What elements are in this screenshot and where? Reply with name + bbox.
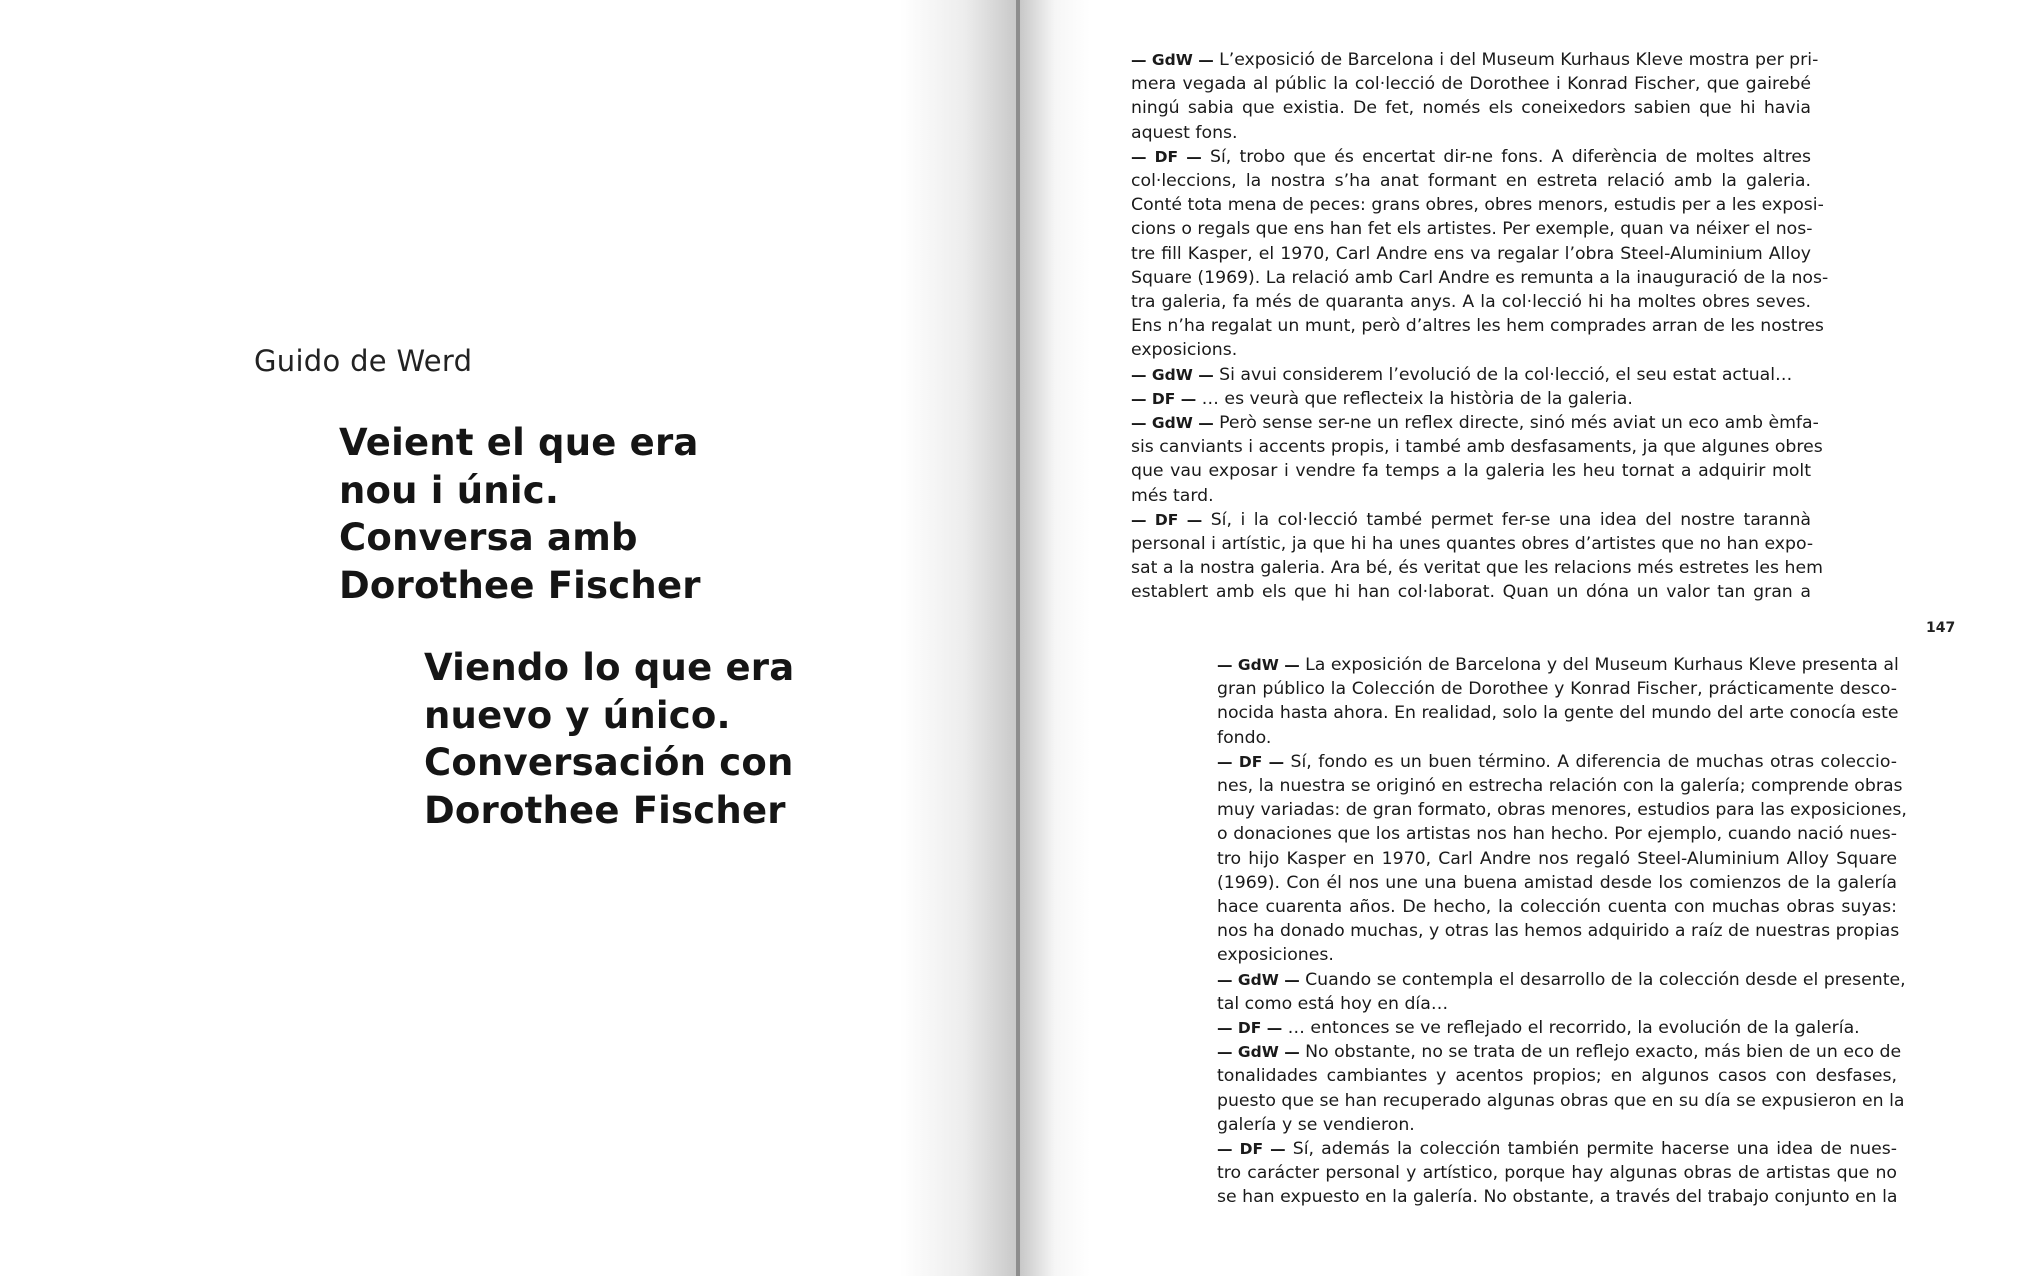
- title-catalan-line: nou i únic.: [339, 468, 560, 512]
- text-line: [1131, 169, 1811, 193]
- speaker-label: — GdW —: [1131, 414, 1220, 433]
- text-line: [1131, 484, 1811, 508]
- text-line: [1217, 992, 1897, 1016]
- line-text: tal como está hoy en día…: [1217, 993, 1449, 1014]
- line-text: se han expuesto en la galería. No obstante, a través del trabajo conjunto en la: [1217, 1187, 1898, 1208]
- line-text: fondo.: [1217, 727, 1272, 748]
- title-catalan-line: Veient el que era: [339, 421, 699, 464]
- speaker-label: — GdW —: [1217, 970, 1306, 989]
- line-text: Sí, trobo que és encertat dir-ne fons. A diferència de moltes altres: [1209, 146, 1811, 167]
- right-page-shadow: [1020, 0, 1090, 1276]
- text-line: [1217, 1089, 1905, 1113]
- text-line: [1217, 1137, 1897, 1161]
- text-line: [1131, 363, 1811, 387]
- line-text: exposiciones.: [1217, 945, 1334, 966]
- line-text: L’exposició de Barcelona i del Museum Kurhaus Kleve mostra per pri-: [1219, 50, 1819, 70]
- line-text: mera vegada al públic la col·lecció de Dorothee i Konrad Fischer, que gairebé: [1131, 74, 1811, 95]
- text-line: [1217, 701, 1897, 725]
- text-line: [1217, 1016, 1897, 1040]
- title-catalan-line: Dorothee Fischer: [339, 563, 701, 607]
- line-text: Sí, además la colección también permite hacerse una idea de nues-: [1292, 1139, 1897, 1160]
- line-text: gran público la Colección de Dorothee y Konrad Fischer, prácticamente desco-: [1217, 679, 1897, 700]
- line-text: puesto que se han recuperado algunas obras que en su día se expusieron en la: [1217, 1090, 1905, 1111]
- text-line: [1131, 508, 1811, 532]
- text-line: [1131, 121, 1811, 145]
- text-line: [1131, 217, 1811, 241]
- line-text: tonalidades cambiantes y acentos propios; en algunos casos con desfases,: [1217, 1066, 1897, 1087]
- catalan-interview-text: [1131, 48, 1829, 605]
- line-text: nos ha donado muchas, y otras las hemos adquirido a raíz de nuestras propias: [1217, 921, 1900, 942]
- speaker-label: — DF —: [1217, 1140, 1293, 1159]
- text-line: [1131, 314, 1824, 338]
- text-line: [1217, 919, 1900, 943]
- line-text: tro hijo Kasper en 1970, Carl Andre nos regaló Steel-Aluminium Alloy Square: [1217, 848, 1897, 869]
- line-text: aquest fons.: [1131, 122, 1238, 143]
- title-spanish-line: Viendo lo que era: [424, 646, 795, 689]
- title-catalan: [339, 419, 701, 609]
- line-text: tro carácter personal y artístico, porque hay algunas obras de artistas que no: [1217, 1163, 1897, 1184]
- line-text: cions o regals que ens han fet els artistes. Per exemple, quan va néixer el nos-: [1131, 219, 1813, 240]
- title-spanish-line: nuevo y único.: [424, 693, 731, 737]
- text-line: [1217, 750, 1897, 774]
- speaker-label: — DF —: [1217, 752, 1291, 771]
- speaker-label: — DF —: [1217, 1019, 1288, 1038]
- speaker-label: — GdW —: [1131, 51, 1220, 69]
- text-line: [1131, 96, 1811, 120]
- line-text: … entonces se ve reflejado el recorrido, la evolución de la galería.: [1287, 1018, 1860, 1039]
- line-text: o donaciones que los artistas nos han hecho. Por ejemplo, cuando nació nues-: [1217, 824, 1897, 845]
- line-text: Cuando se contempla el desarrollo de la colección desde el presente,: [1305, 969, 1906, 990]
- line-text: hace cuarenta años. De hecho, la colección cuenta con muchas obras suyas:: [1217, 897, 1897, 918]
- text-line: [1217, 1064, 1897, 1088]
- title-spanish-line: Dorothee Fischer: [424, 788, 786, 832]
- text-line: [1131, 193, 1824, 217]
- line-text: Sí, i la col·lecció també permet fer-se una idea del nostre tarannà: [1210, 509, 1811, 530]
- line-text: Ens n’ha regalat un munt, però d’altres les hem comprades arran de les nostres: [1131, 316, 1824, 337]
- text-line: [1217, 1161, 1897, 1185]
- gutter-shadow: [900, 0, 1017, 1276]
- text-line: [1131, 556, 1823, 580]
- text-line: [1217, 798, 1907, 822]
- title-spanish-line: Conversación con: [424, 741, 794, 784]
- text-line: [1131, 48, 1819, 72]
- speaker-label: — GdW —: [1217, 1043, 1306, 1062]
- line-text: personal i artístic, ja que hi ha unes quantes obres d’artistes que no han expo-: [1131, 534, 1814, 555]
- line-text: ningú sabia que existia. De fet, només els coneixedors sabien que hi havia: [1131, 98, 1811, 119]
- line-text: Conté tota mena de peces: grans obres, obres menors, estudis per a les exposi-: [1131, 195, 1824, 216]
- text-line: [1131, 266, 1829, 290]
- line-text: tra galeria, fa més de quaranta anys. A la col·lecció hi ha moltes obres seves.: [1131, 292, 1811, 313]
- speaker-label: — GdW —: [1217, 656, 1306, 674]
- text-line: [1131, 290, 1811, 314]
- speaker-label: — DF —: [1131, 147, 1210, 166]
- text-line: [1217, 847, 1897, 871]
- line-text: exposicions.: [1131, 340, 1238, 361]
- text-line: [1217, 822, 1897, 846]
- page-number: 147: [1926, 620, 1956, 636]
- text-line: [1131, 72, 1811, 96]
- text-line: [1131, 242, 1811, 266]
- line-text: Però sense ser-ne un reflex directe, sinó més aviat un eco amb èmfa-: [1219, 413, 1819, 434]
- line-text: La exposición de Barcelona y del Museum Kurhaus Kleve presenta al: [1305, 655, 1899, 675]
- title-spanish: [424, 644, 794, 834]
- text-line: [1217, 871, 1897, 895]
- line-text: nes, la nuestra se originó en estrecha relación con la galería; comprende obras: [1217, 776, 1903, 797]
- text-line: [1131, 435, 1823, 459]
- text-line: [1217, 726, 1897, 750]
- line-text: No obstante, no se trata de un reflejo exacto, más bien de un eco de: [1305, 1042, 1902, 1063]
- line-text: sat a la nostra galeria. Ara bé, és veritat que les relacions més estretes les hem: [1131, 558, 1823, 579]
- text-line: [1217, 943, 1897, 967]
- line-text: Sí, fondo es un buen término. A diferencia de muchas otras coleccio-: [1290, 751, 1897, 772]
- spanish-interview-text: [1217, 653, 1907, 1210]
- text-line: [1131, 532, 1814, 556]
- text-line: [1131, 459, 1811, 483]
- text-line: [1217, 1040, 1902, 1064]
- line-text: establert amb els que hi han col·laborat. Quan un dóna un valor tan gran a: [1131, 582, 1811, 603]
- speaker-label: — DF —: [1131, 510, 1211, 529]
- author-name: Guido de Werd: [254, 344, 473, 378]
- line-text: col·leccions, la nostra s’ha anat formant en estreta relació amb la galeria.: [1131, 171, 1811, 192]
- line-text: que vau exposar i vendre fa temps a la galeria les heu tornat a adquirir molt: [1131, 461, 1811, 482]
- line-text: més tard.: [1131, 485, 1214, 506]
- text-line: [1217, 677, 1897, 701]
- line-text: muy variadas: de gran formato, obras menores, estudios para las exposiciones,: [1217, 800, 1907, 821]
- line-text: Square (1969). La relació amb Carl Andre es remunta a la inauguració de la nos-: [1131, 267, 1829, 288]
- title-catalan-line: Conversa amb: [339, 516, 638, 559]
- text-line: [1217, 895, 1897, 919]
- text-line: [1131, 411, 1819, 435]
- line-text: tre fill Kasper, el 1970, Carl Andre ens va regalar l’obra Steel-Aluminium Alloy: [1131, 243, 1811, 264]
- line-text: sis canviants i accents propis, i també amb desfasaments, ja que algunes obres: [1131, 437, 1823, 458]
- text-line: [1131, 338, 1811, 362]
- text-line: [1217, 1185, 1897, 1209]
- text-line: [1131, 145, 1811, 169]
- text-line: [1217, 774, 1903, 798]
- speaker-label: — GdW —: [1131, 365, 1220, 384]
- line-text: nocida hasta ahora. En realidad, solo la gente del mundo del arte conocía este: [1217, 703, 1899, 724]
- line-text: (1969). Con él nos une una buena amistad desde los comienzos de la galería: [1217, 872, 1897, 893]
- text-line: [1217, 968, 1906, 992]
- speaker-label: — DF —: [1131, 389, 1202, 408]
- line-text: Si avui considerem l’evolució de la col·lecció, el seu estat actual…: [1219, 364, 1793, 385]
- text-line: [1217, 653, 1897, 677]
- text-line: [1217, 1113, 1897, 1137]
- text-line: [1131, 580, 1811, 604]
- line-text: … es veurà que reflecteix la història de la galeria.: [1201, 388, 1633, 409]
- text-line: [1131, 387, 1811, 411]
- line-text: galería y se vendieron.: [1217, 1114, 1415, 1135]
